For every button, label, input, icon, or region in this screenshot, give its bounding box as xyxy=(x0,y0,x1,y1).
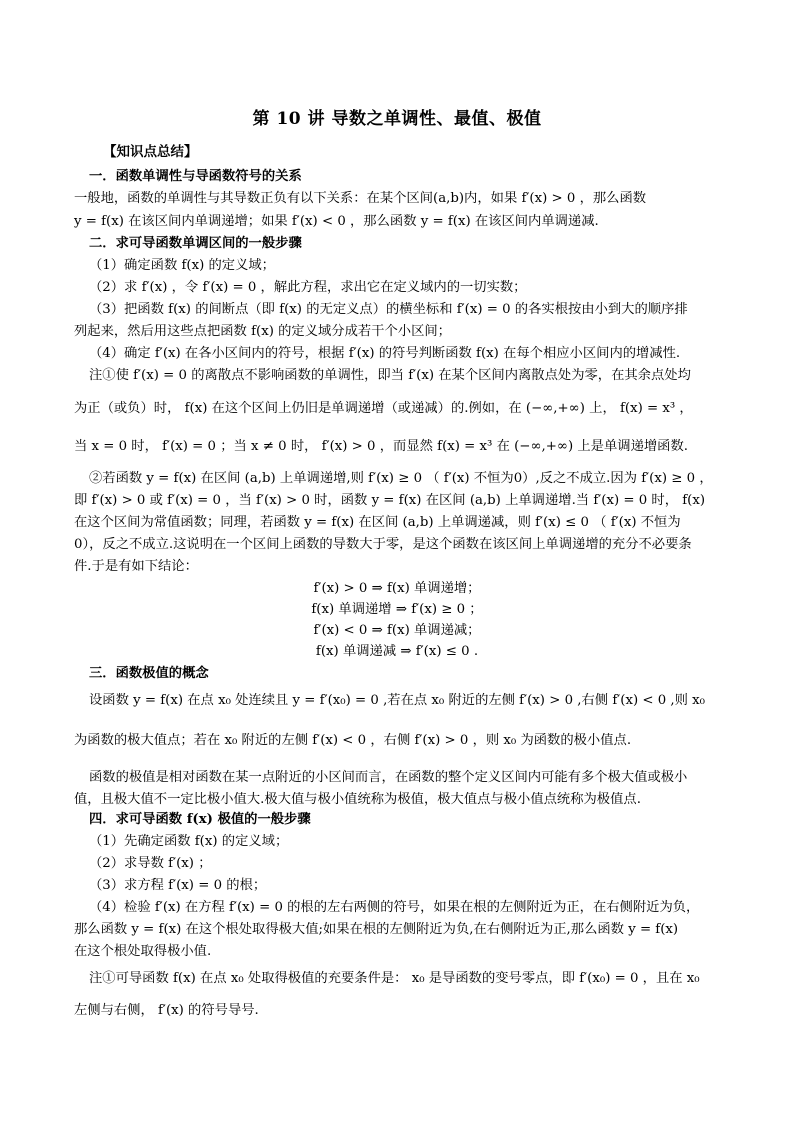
conclusion-4: f(x) 单调递减 ⇒ f′(x) ≤ 0 . xyxy=(315,644,479,659)
step-2-3-line-1: （3）把函数 f(x) 的间断点（即 f(x) 的无定义点）的横坐标和 f′(x) = 0 的各实根按由小到大的顺序排 xyxy=(89,302,688,317)
page-title: 第 10 讲 导数之单调性、最值、极值 xyxy=(252,109,542,129)
heading-1: 一．函数单调性与导函数符号的关系 xyxy=(89,169,302,184)
note-2-line-3: 在这个区间为常值函数；同理，若函数 y = f(x) 在区间 (a,b) 上单调递减，则 f′(x) ≤ 0 （ f′(x) 不恒为 xyxy=(74,515,681,530)
note-1-line-3: 当 x = 0 时， f′(x) = 0 ；当 x ≠ 0 时， f′(x) > 0 ，而显然 f(x) = x³ 在 (−∞,+∞) 上是单调递增函数. xyxy=(74,439,688,454)
note-1-line-2: 为正（或负）时， f(x) 在这个区间上仍旧是单调递增（或递减）的.例如，在 (−∞,+∞) 上， f(x) = x³ ， xyxy=(74,401,693,416)
step-4-4-line-3: 在这个根处取得极小值. xyxy=(74,944,212,959)
step-2-2: （2）求 f′(x) ，令 f′(x) = 0 ，解此方程，求出它在定义域内的一切实数； xyxy=(89,280,527,295)
heading-3: 三．函数极值的概念 xyxy=(89,666,209,681)
note-2-line-1: ②若函数 y = f(x) 在区间 (a,b) 上单调递增,则 f′(x) ≥ 0 （ f′(x) 不恒为0）,反之不成立.因为 f′(x) ≥ 0 ， xyxy=(89,471,713,486)
note-1-line-1: 注①使 f′(x) = 0 的离散点不影响函数的单调性，即当 f′(x) 在某个区间内离散点处为零，在其余点处均 xyxy=(89,368,691,383)
note-2-line-2: 即 f′(x) > 0 或 f′(x) = 0 ，当 f′(x) > 0 时，函数 y = f(x) 在区间 (a,b) 上单调递增.当 f′(x) = 0 时， f(x) xyxy=(74,493,706,508)
note-2-line-4: 0），反之不成立.这说明在一个区间上函数的导数大于零，是这个函数在该区间上单调递增的充分不必要条 xyxy=(74,537,692,552)
step-4-4-line-1: （4）检验 f′(x) 在方程 f′(x) = 0 的根的左右两侧的符号，如果在根的左侧附近为正，在右侧附近为负， xyxy=(89,900,700,915)
para-1-line-2: y = f(x) 在该区间内单调递增；如果 f′(x) < 0 ，那么函数 y = f(x) 在该区间内单调递减. xyxy=(74,214,599,229)
para-3-line-3: 函数的极值是相对函数在某一点附近的小区间而言，在函数的整个定义区间内可能有多个极大值或极小 xyxy=(89,770,688,785)
note-4-line-2: 左侧与右侧， f′(x) 的符号导号. xyxy=(74,1003,259,1018)
step-2-1: （1）确定函数 f(x) 的定义域； xyxy=(89,258,275,273)
para-3-line-1: 设函数 y = f(x) 在点 x₀ 处连续且 y = f′(x₀) = 0 ,若在点 x₀ 附近的左侧 f′(x) > 0 ,右侧 f′(x) < 0 ,则 x₀ xyxy=(89,693,705,708)
para-3-line-4: 值，且极大值不一定比极小值大.极大值与极小值统称为极值，极大值点与极小值点统称为极值点. xyxy=(74,792,641,807)
conclusion-3: f′(x) < 0 ⇒ f(x) 单调递减； xyxy=(313,623,481,638)
para-1-line-1: 一般地，函数的单调性与其导数正负有以下关系：在某个区间(a,b)内，如果 f′(x) > 0 ，那么函数 xyxy=(74,191,647,206)
step-4-3: （3）求方程 f′(x) = 0 的根； xyxy=(89,878,267,893)
step-4-2: （2）求导数 f′(x) ； xyxy=(89,856,212,871)
step-4-4-line-2: 那么函数 y = f(x) 在这个根处取得极大值;如果在根的左侧附近为负,在右侧附近为正,那么函数 y = f(x) xyxy=(74,922,679,937)
para-3-line-2: 为函数的极大值点；若在 x₀ 附近的左侧 f′(x) < 0 ，右侧 f′(x) > 0 ，则 x₀ 为函数的极小值点. xyxy=(74,733,632,748)
note-2-line-5: 件.于是有如下结论： xyxy=(74,559,198,574)
step-4-1: （1）先确定函数 f(x) 的定义域； xyxy=(89,834,289,849)
step-2-3-line-2: 列起来，然后用这些点把函数 f(x) 的定义域分成若干个小区间； xyxy=(74,324,451,339)
conclusion-2: f(x) 单调递增 ⇒ f′(x) ≥ 0 ； xyxy=(311,602,483,617)
section-label: 【知识点总结】 xyxy=(103,144,198,160)
step-2-4: （4）确定 f′(x) 在各小区间内的符号，根据 f′(x) 的符号判断函数 f(x) 在每个相应小区间内的增减性. xyxy=(89,346,681,361)
conclusion-1: f′(x) > 0 ⇒ f(x) 单调递增； xyxy=(313,581,481,596)
heading-4: 四．求可导函数 f(x) 极值的一般步骤 xyxy=(89,812,311,827)
heading-2: 二．求可导函数单调区间的一般步骤 xyxy=(89,236,302,251)
note-4-line-1: 注①可导函数 f(x) 在点 x₀ 处取得极值的充要条件是： x₀ 是导函数的变号零点，即 f′(x₀) = 0 ，且在 x₀ xyxy=(89,971,700,986)
